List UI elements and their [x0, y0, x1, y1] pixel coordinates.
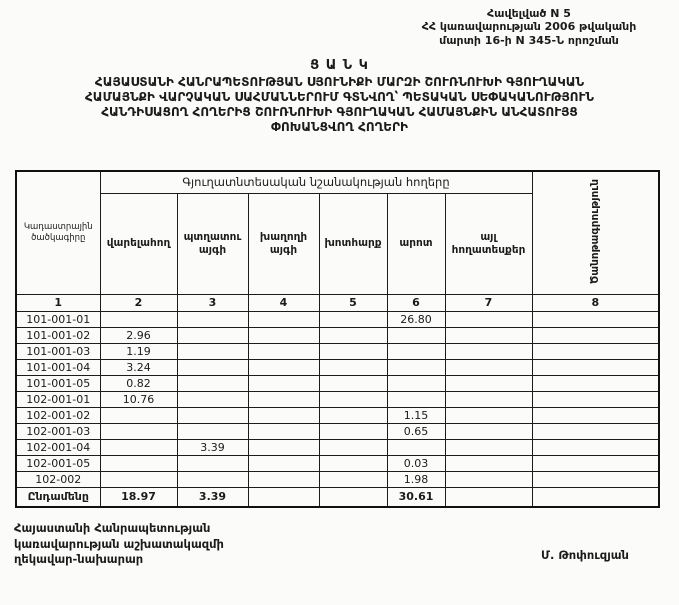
total-pasture: 30.61: [387, 487, 445, 507]
cell-other-lands: [445, 311, 532, 327]
cell-pasture: [387, 391, 445, 407]
cell-hayfield: [319, 407, 387, 423]
cell-arable: [100, 423, 177, 439]
table-row: [16, 343, 659, 359]
cell-orchard: [177, 455, 248, 471]
cell-remarks: [532, 343, 659, 359]
table-row: [16, 311, 659, 327]
column-number: 6: [387, 294, 445, 311]
signature-name: Մ. Թոփուզյան: [541, 548, 629, 562]
table-row: [16, 327, 659, 343]
column-header-pasture: արոտ: [387, 193, 445, 294]
appendix-reference: [399, 7, 659, 47]
column-header-arable: վարելահող: [100, 193, 177, 294]
cell-cadastral-code: 101-001-04: [16, 359, 100, 375]
footer-line-3: ղեկավար-նախարար: [14, 552, 144, 567]
total-vineyard: [248, 487, 319, 507]
column-number: 2: [100, 294, 177, 311]
cell-arable: [100, 407, 177, 423]
cell-remarks: [532, 455, 659, 471]
column-number: 3: [177, 294, 248, 311]
cell-remarks: [532, 311, 659, 327]
cell-other-lands: [445, 327, 532, 343]
column-number: 5: [319, 294, 387, 311]
table-row: [16, 471, 659, 487]
cell-vineyard: [248, 327, 319, 343]
appendix-decree-line1: ՀՀ կառավարության 2006 թվականի: [421, 20, 637, 34]
cell-other-lands: [445, 375, 532, 391]
table-row: [16, 455, 659, 471]
cell-hayfield: [319, 359, 387, 375]
total-remarks: [532, 487, 659, 507]
title-line-3: ՀԱՆԴԻՍԱՑՈՂ ՀՈՂԵՐԻՑ ՇՈՒՌՆՈՒԽԻ ԳՅՈՒՂԱԿԱՆ ՀԱՄԱՅՆՔԻՆ ԱՆՀԱՏՈՒՅՑ: [101, 105, 578, 119]
cell-cadastral-code: 101-001-01: [16, 311, 100, 327]
cell-arable: [100, 311, 177, 327]
total-arable: 18.97: [100, 487, 177, 507]
cell-hayfield: [319, 439, 387, 455]
cell-arable: [100, 471, 177, 487]
cell-orchard: 3.39: [177, 439, 248, 455]
cell-other-lands: [445, 407, 532, 423]
document-title: [10, 58, 669, 135]
cell-remarks: [532, 327, 659, 343]
table-row: [16, 359, 659, 375]
cell-remarks: [532, 439, 659, 455]
column-number-row: [16, 294, 659, 311]
cell-cadastral-code: 102-002: [16, 471, 100, 487]
cell-other-lands: [445, 455, 532, 471]
table-row: [16, 423, 659, 439]
cell-vineyard: [248, 471, 319, 487]
total-label: Ընդամենը: [16, 487, 100, 507]
cell-other-lands: [445, 359, 532, 375]
cell-hayfield: [319, 327, 387, 343]
column-number: 7: [445, 294, 532, 311]
cell-hayfield: [319, 311, 387, 327]
total-row: [16, 487, 659, 507]
cell-cadastral-code: 101-001-02: [16, 327, 100, 343]
cell-cadastral-code: 101-001-05: [16, 375, 100, 391]
cell-hayfield: [319, 375, 387, 391]
cell-orchard: [177, 343, 248, 359]
table-body: [16, 311, 659, 487]
cell-vineyard: [248, 343, 319, 359]
column-number: 1: [16, 294, 100, 311]
cell-cadastral-code: 102-001-02: [16, 407, 100, 423]
cell-remarks: [532, 375, 659, 391]
column-header-vineyard: խաղողի այգի: [248, 193, 319, 294]
cell-hayfield: [319, 471, 387, 487]
cell-hayfield: [319, 455, 387, 471]
cell-vineyard: [248, 311, 319, 327]
footer-line-1: Հայաստանի Հանրապետության: [14, 521, 211, 535]
cell-other-lands: [445, 391, 532, 407]
cell-pasture: 0.03: [387, 455, 445, 471]
cell-pasture: [387, 439, 445, 455]
cell-remarks: [532, 407, 659, 423]
cell-vineyard: [248, 423, 319, 439]
cell-hayfield: [319, 391, 387, 407]
cell-vineyard: [248, 359, 319, 375]
remarks-vertical-label: Ծանոթագրություն: [589, 178, 602, 284]
cell-other-lands: [445, 439, 532, 455]
cell-arable: 10.76: [100, 391, 177, 407]
cell-orchard: [177, 375, 248, 391]
cell-arable: 1.19: [100, 343, 177, 359]
table-row: [16, 375, 659, 391]
cell-remarks: [532, 471, 659, 487]
cell-pasture: 26.80: [387, 311, 445, 327]
cell-arable: 3.24: [100, 359, 177, 375]
table-row: [16, 407, 659, 423]
cell-vineyard: [248, 455, 319, 471]
title-line-4: ՓՈԽԱՆՑՎՈՂ ՀՈՂԵՐԻ: [270, 120, 408, 134]
cell-cadastral-code: 101-001-03: [16, 343, 100, 359]
cell-pasture: [387, 327, 445, 343]
cell-hayfield: [319, 343, 387, 359]
total-orchard: 3.39: [177, 487, 248, 507]
cell-arable: 2.96: [100, 327, 177, 343]
cell-vineyard: [248, 439, 319, 455]
cell-pasture: 0.65: [387, 423, 445, 439]
cell-orchard: [177, 359, 248, 375]
column-number: 4: [248, 294, 319, 311]
column-header-hayfield: խոտհարք: [319, 193, 387, 294]
cell-cadastral-code: 102-001-01: [16, 391, 100, 407]
title-line-2: ՀԱՄԱՅՆՔԻ ՎԱՐՉԱԿԱՆ ՍԱՀՄԱՆՆԵՐՈՒՄ ԳՏՆՎՈՂ՝ ՊԵՏԱԿԱՆ ՍԵՓԱԿԱՆՈՒԹՅՈՒՆ: [85, 90, 594, 104]
cell-remarks: [532, 391, 659, 407]
cell-hayfield: [319, 423, 387, 439]
column-header-remarks: [532, 171, 659, 294]
column-header-orchard: պտղատու այգի: [177, 193, 248, 294]
footer-line-2: կառավարության աշխատակազմի: [14, 536, 224, 551]
appendix-decree-line2: մարտի 16-ի N 345-Ն որոշման: [439, 33, 619, 47]
total-hayfield: [319, 487, 387, 507]
cell-cadastral-code: 102-001-03: [16, 423, 100, 439]
table-row: [16, 439, 659, 455]
cell-arable: [100, 455, 177, 471]
land-parcels-table: [15, 170, 660, 508]
cell-other-lands: [445, 423, 532, 439]
table-row: [16, 391, 659, 407]
cell-other-lands: [445, 471, 532, 487]
total-other-lands: [445, 487, 532, 507]
cell-orchard: [177, 327, 248, 343]
cell-orchard: [177, 391, 248, 407]
cell-other-lands: [445, 343, 532, 359]
cell-pasture: [387, 343, 445, 359]
footer-signatory-title: [14, 521, 224, 568]
cell-orchard: [177, 407, 248, 423]
title-line-1: ՀԱՅԱՍՏԱՆԻ ՀԱՆՐԱՊԵՏՈՒԹՅԱՆ ՍՅՈՒՆԻՔԻ ՄԱՐԶԻ ՇՈՒՌՆՈՒԽԻ ԳՅՈՒՂԱԿԱՆ: [94, 75, 585, 89]
column-number: 8: [532, 294, 659, 311]
cadastral-code-label-line1: Կադաստրային: [23, 222, 93, 233]
cell-pasture: [387, 359, 445, 375]
cell-pasture: 1.98: [387, 471, 445, 487]
cell-vineyard: [248, 375, 319, 391]
cell-vineyard: [248, 407, 319, 423]
cell-orchard: [177, 471, 248, 487]
cell-cadastral-code: 102-001-04: [16, 439, 100, 455]
agricultural-lands-span-header: Գյուղատնտեսական նշանակության հողերը: [100, 171, 532, 193]
cell-vineyard: [248, 391, 319, 407]
cell-pasture: [387, 375, 445, 391]
cadastral-code-label-line2: ծածկագիրը: [31, 232, 86, 243]
title-heading: Ց Ա Ն Կ: [310, 58, 369, 73]
cell-pasture: 1.15: [387, 407, 445, 423]
column-header-cadastral-code: [16, 171, 100, 294]
cell-orchard: [177, 423, 248, 439]
cell-orchard: [177, 311, 248, 327]
cell-remarks: [532, 423, 659, 439]
cell-remarks: [532, 359, 659, 375]
cell-arable: [100, 439, 177, 455]
cell-arable: 0.82: [100, 375, 177, 391]
cell-cadastral-code: 102-001-05: [16, 455, 100, 471]
column-header-other-lands: այլ հողատեսքեր: [445, 193, 532, 294]
appendix-number: Հավելված N 5: [487, 7, 571, 20]
